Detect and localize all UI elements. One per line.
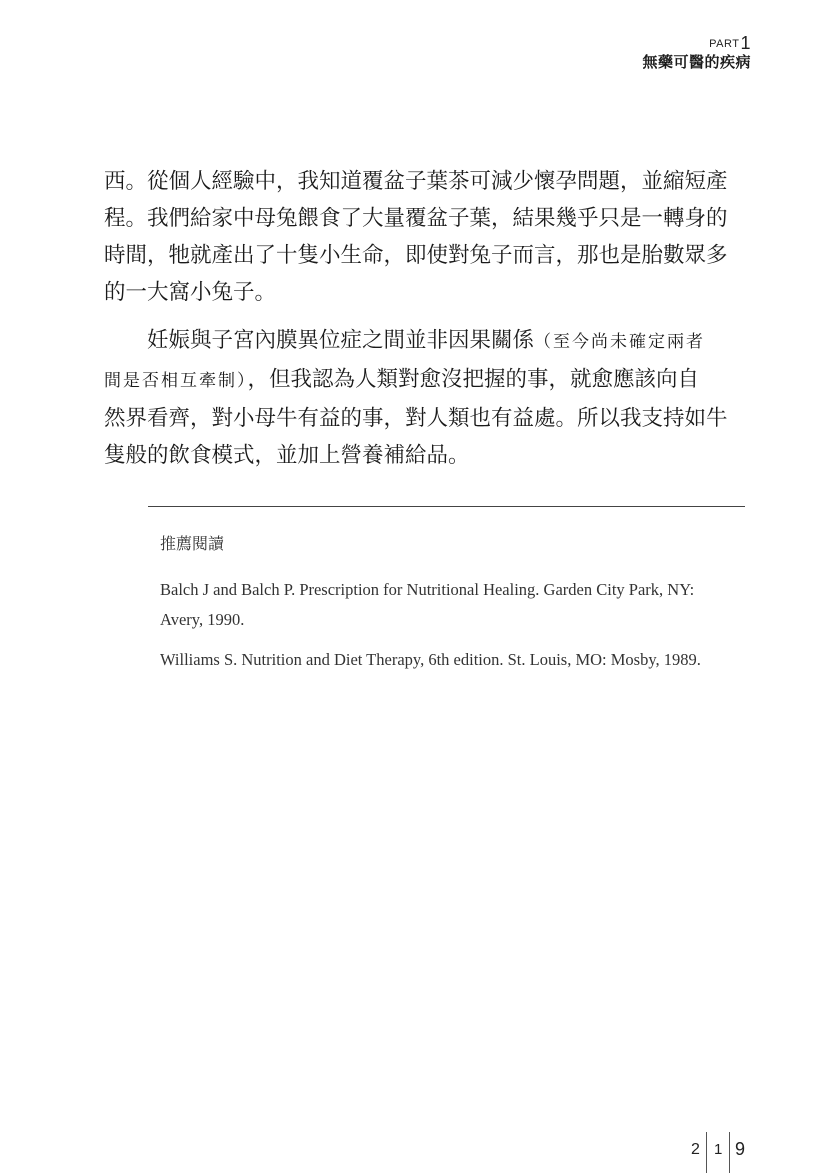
paragraph-line: 時間，牠就產出了十隻小生命，即使對兔子而言，那也是胎數眾多 <box>104 243 728 268</box>
paragraph-1 <box>104 163 750 311</box>
section-divider <box>148 506 745 507</box>
paragraph-text: ，但我認為人類對愈沒把握的事，就愈應該向自 <box>247 367 700 392</box>
parenthetical-note: （至今尚未確定兩者 <box>534 332 706 352</box>
recommended-reading <box>160 531 750 685</box>
part-label <box>642 34 751 52</box>
part-number: 1 <box>740 33 751 53</box>
page-number-separator <box>706 1132 707 1173</box>
page-number-digit: 2 <box>691 1141 700 1158</box>
chapter-title: 無藥可醫的疾病 <box>642 53 751 71</box>
reading-heading: 推薦閱讀 <box>160 534 225 553</box>
running-header <box>642 34 751 70</box>
page-number-digit: 9 <box>735 1139 746 1159</box>
reference-item <box>160 645 750 675</box>
reference-item <box>160 575 750 635</box>
reference-line: Avery, 1990. <box>160 610 245 629</box>
paragraph-2 <box>104 322 750 474</box>
reference-line: Williams S. Nutrition and Diet Therapy, 6th edition. St. Louis, MO: Mosby, 1989. <box>160 650 701 669</box>
page-number-separator <box>729 1132 730 1173</box>
paragraph-line: 隻般的飲食模式，並加上營養補給品。 <box>104 443 470 468</box>
paragraph-line: 西。從個人經驗中，我知道覆盆子葉茶可減少懷孕問題，並縮短產 <box>104 169 728 194</box>
paragraph-line <box>104 322 750 361</box>
paragraph-line: 的一大窩小兔子。 <box>104 280 277 305</box>
paragraph-text: 妊娠與子宮內膜異位症之間並非因果關係 <box>104 328 535 353</box>
page-number-digit: 1 <box>714 1141 723 1158</box>
reference-line: Balch J and Balch P. Prescription for Nutritional Healing. Garden City Park, NY: <box>160 580 695 599</box>
part-label-text: PART <box>709 38 740 50</box>
paragraph-line: 然界看齊，對小母牛有益的事，對人類也有益處。所以我支持如牛 <box>104 406 728 431</box>
parenthetical-note: 間是否相互牽制） <box>104 371 248 391</box>
paragraph-line <box>104 361 750 400</box>
paragraph-line: 程。我們給家中母兔餵食了大量覆盆子葉，結果幾乎只是一轉身的 <box>104 206 728 231</box>
